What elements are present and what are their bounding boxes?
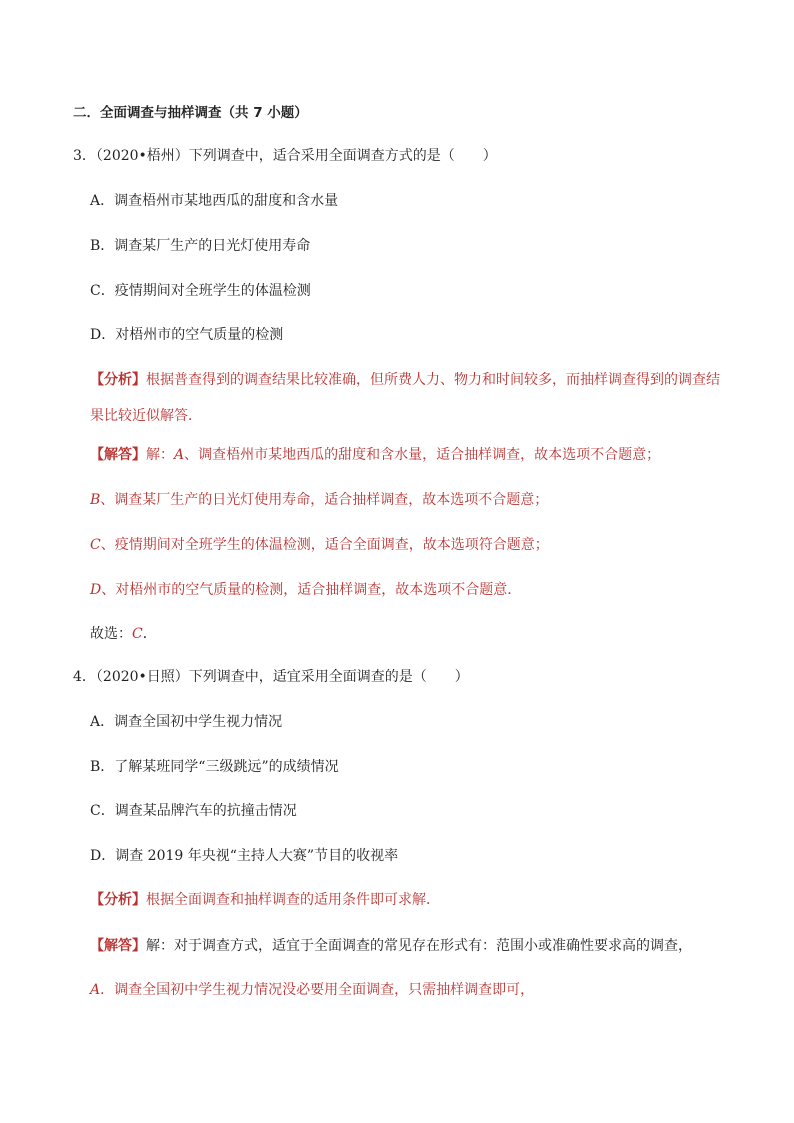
answer-letter: D <box>90 582 102 598</box>
question-4-option-c: C．调查某品牌汽车的抗撞击情况 <box>90 803 297 819</box>
answer-text: ．调查全国初中学生视力情况没必要用全面调查，只需抽样调查即可， <box>100 982 535 998</box>
question-4-stem: 4．（2020•日照）下列调查中，适宜采用全面调查的是（ ） <box>73 669 469 685</box>
answer-text: 、调查某厂生产的日光灯使用寿命，适合抽样调查，故本选项不合题意； <box>100 492 549 508</box>
question-3-option-c: C．疫情期间对全班学生的体温检测 <box>90 283 311 299</box>
answer-text: 、疫情期间对全班学生的体温检测，适合全面调查，故本选项符合题意； <box>100 537 549 553</box>
question-3-option-a: A．调查梧州市某地西瓜的甜度和含水量 <box>90 193 339 209</box>
answer-letter: A <box>174 447 185 463</box>
choice-letter: C <box>132 626 143 642</box>
question-3-choice <box>90 625 157 643</box>
question-3-answer-d <box>90 581 521 599</box>
answer-text: 、调查梧州市某地西瓜的甜度和含水量，适合抽样调查，故本选项不合题意； <box>184 447 661 463</box>
answer-letter: B <box>90 492 101 508</box>
question-3-option-d: D．对梧州市的空气质量的检测 <box>90 327 284 343</box>
question-3-option-b: B．调查某厂生产的日光灯使用寿命 <box>90 238 311 254</box>
section-title: 二．全面调查与抽样调查（共 7 小题） <box>73 105 308 121</box>
answer-letter: C <box>90 537 101 553</box>
question-3-stem: 3．（2020•梧州）下列调查中，适合采用全面调查方式的是（ ） <box>73 148 497 164</box>
question-4-answer-a <box>90 981 534 999</box>
answer-tag: 【解答】 <box>90 938 146 954</box>
answer-text: 、对梧州市的空气质量的检测，适合抽样调查，故本选项不合题意． <box>101 582 522 598</box>
analysis-tag: 【分析】 <box>90 372 146 388</box>
choice-end: ． <box>142 626 157 642</box>
question-3-answer-a <box>90 446 660 464</box>
question-4-option-d: D．调查 2019 年央视“主持人大赛”节目的收视率 <box>90 848 399 864</box>
question-3-analysis <box>90 362 730 434</box>
question-3-answer-b <box>90 491 548 509</box>
question-4-option-a: A．调查全国初中学生视力情况 <box>90 714 283 730</box>
analysis-text: 根据普查得到的调查结果比较准确，但所费人力、物力和时间较多，而抽样调查得到的调查结果比较近似解答． <box>90 372 720 424</box>
analysis-tag: 【分析】 <box>90 892 146 908</box>
analysis-text: 根据全面调查和抽样调查的适用条件即可求解． <box>146 892 440 908</box>
question-4-analysis <box>90 891 440 909</box>
answer-lead: 解：对于调查方式，适宜于全面调查的常见存在形式有：范围小或准确性要求高的调查， <box>146 938 692 954</box>
question-4-answer <box>90 937 692 955</box>
choice-label: 故选： <box>90 626 132 642</box>
question-3-answer-c <box>90 536 549 554</box>
question-4-option-b: B．了解某班同学“三级跳远”的成绩情况 <box>90 759 339 775</box>
answer-letter: A <box>90 982 101 998</box>
answer-lead: 解： <box>146 447 174 463</box>
answer-tag: 【解答】 <box>90 447 146 463</box>
